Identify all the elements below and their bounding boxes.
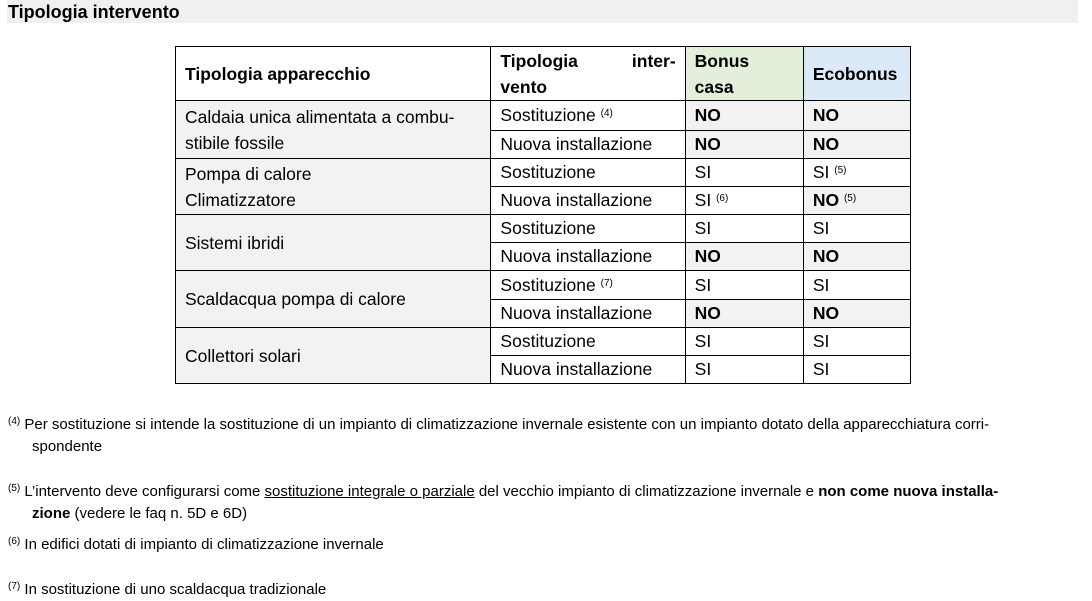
footnote-ref: (5) [834, 165, 847, 176]
ecobonus-cell: NO [803, 300, 910, 328]
intervento-cell: Nuova installazione [491, 243, 685, 271]
header-intervento: Tipologia inter- vento [491, 47, 685, 101]
ecobonus-cell: SI [803, 328, 910, 356]
intervento-cell: Nuova installazione [491, 300, 685, 328]
intervention-table [175, 46, 911, 384]
apparecchio-cell: Pompa di calore Climatizzatore [176, 159, 491, 215]
table-row [176, 271, 911, 300]
footnote-4: $^{(4)}$ Per sostituzione si intende la sostituzione di un impianto di climatizzazione invernale esistente con un impianto dotato della apparecchiatura corri- spondente [8, 416, 990, 455]
bonus-casa-cell: NO [685, 300, 803, 328]
intervento-cell: Sostituzione [491, 328, 685, 356]
ecobonus-cell: NO [803, 131, 910, 159]
header-bonus-casa: Bonus casa [685, 47, 803, 101]
footnote-ref: (5) [843, 193, 857, 204]
intervento-cell: Nuova installazione [491, 187, 685, 215]
bonus-casa-cell: SI [685, 271, 803, 300]
table-header-row [176, 47, 911, 101]
ecobonus-cell: SI [803, 215, 910, 243]
apparecchio-cell: Scaldacqua pompa di calore [176, 271, 491, 328]
bonus-casa-cell: NO [685, 101, 803, 131]
intervento-cell: Nuova installazione [491, 356, 685, 384]
footnote-5-underlined: sostituzione integrale o parziale [264, 483, 475, 500]
ecobonus-cell: SI [803, 271, 910, 300]
bonus-casa-cell: SI [685, 215, 803, 243]
header-ecobonus: Ecobonus [803, 47, 910, 101]
footnote-5: $^{(5)}$ L’intervento deve configurarsi come sostituzione integrale o parziale del vecchio impianto di climatizzazione invernale e non come nuova installa- zione (vedere le faq n. 5D e 6D) [8, 483, 999, 522]
table-row [176, 328, 911, 356]
bonus-casa-cell: SI [685, 159, 803, 187]
apparecchio-cell: Sistemi ibridi [176, 215, 491, 271]
section-heading: Tipologia intervento [8, 2, 180, 22]
footnote-6: $^{(6)}$ In edifici dotati di impianto di climatizzazione invernale [8, 536, 384, 553]
ecobonus-cell: SI [803, 356, 910, 384]
intervento-cell: Sostituzione [491, 215, 685, 243]
ecobonus-cell: NO $^{(5)}$ [803, 187, 910, 215]
bonus-casa-cell: SI $^{(6)}$ [685, 187, 803, 215]
table-row [176, 101, 911, 131]
ecobonus-cell: NO [803, 101, 910, 131]
ecobonus-cell: SI $^{(5)}$ [803, 159, 910, 187]
header-apparecchio: Tipologia apparecchio [176, 47, 491, 101]
footnote-ref: (4) [600, 108, 613, 119]
intervento-cell: Sostituzione [491, 159, 685, 187]
ecobonus-cell: NO [803, 243, 910, 271]
footnote-7: $^{(7)}$ In sostituzione di uno scaldacqua tradizionale [8, 581, 327, 598]
apparecchio-cell: Caldaia unica alimentata a combu- stibile fossile [176, 101, 491, 159]
table-row [176, 159, 911, 187]
table-row [176, 215, 911, 243]
footnote-ref: (7) [600, 277, 613, 289]
apparecchio-cell: Collettori solari [176, 328, 491, 384]
intervento-cell: Sostituzione $^{(7)}$ [491, 271, 685, 300]
intervento-cell: Nuova installazione [491, 131, 685, 159]
bonus-casa-cell: NO [685, 243, 803, 271]
bonus-casa-cell: NO [685, 131, 803, 159]
bonus-casa-cell: SI [685, 356, 803, 384]
bonus-casa-cell: SI [685, 328, 803, 356]
footnote-ref: (6) [716, 193, 729, 204]
intervento-cell: Sostituzione $^{(4)}$ [491, 101, 685, 131]
